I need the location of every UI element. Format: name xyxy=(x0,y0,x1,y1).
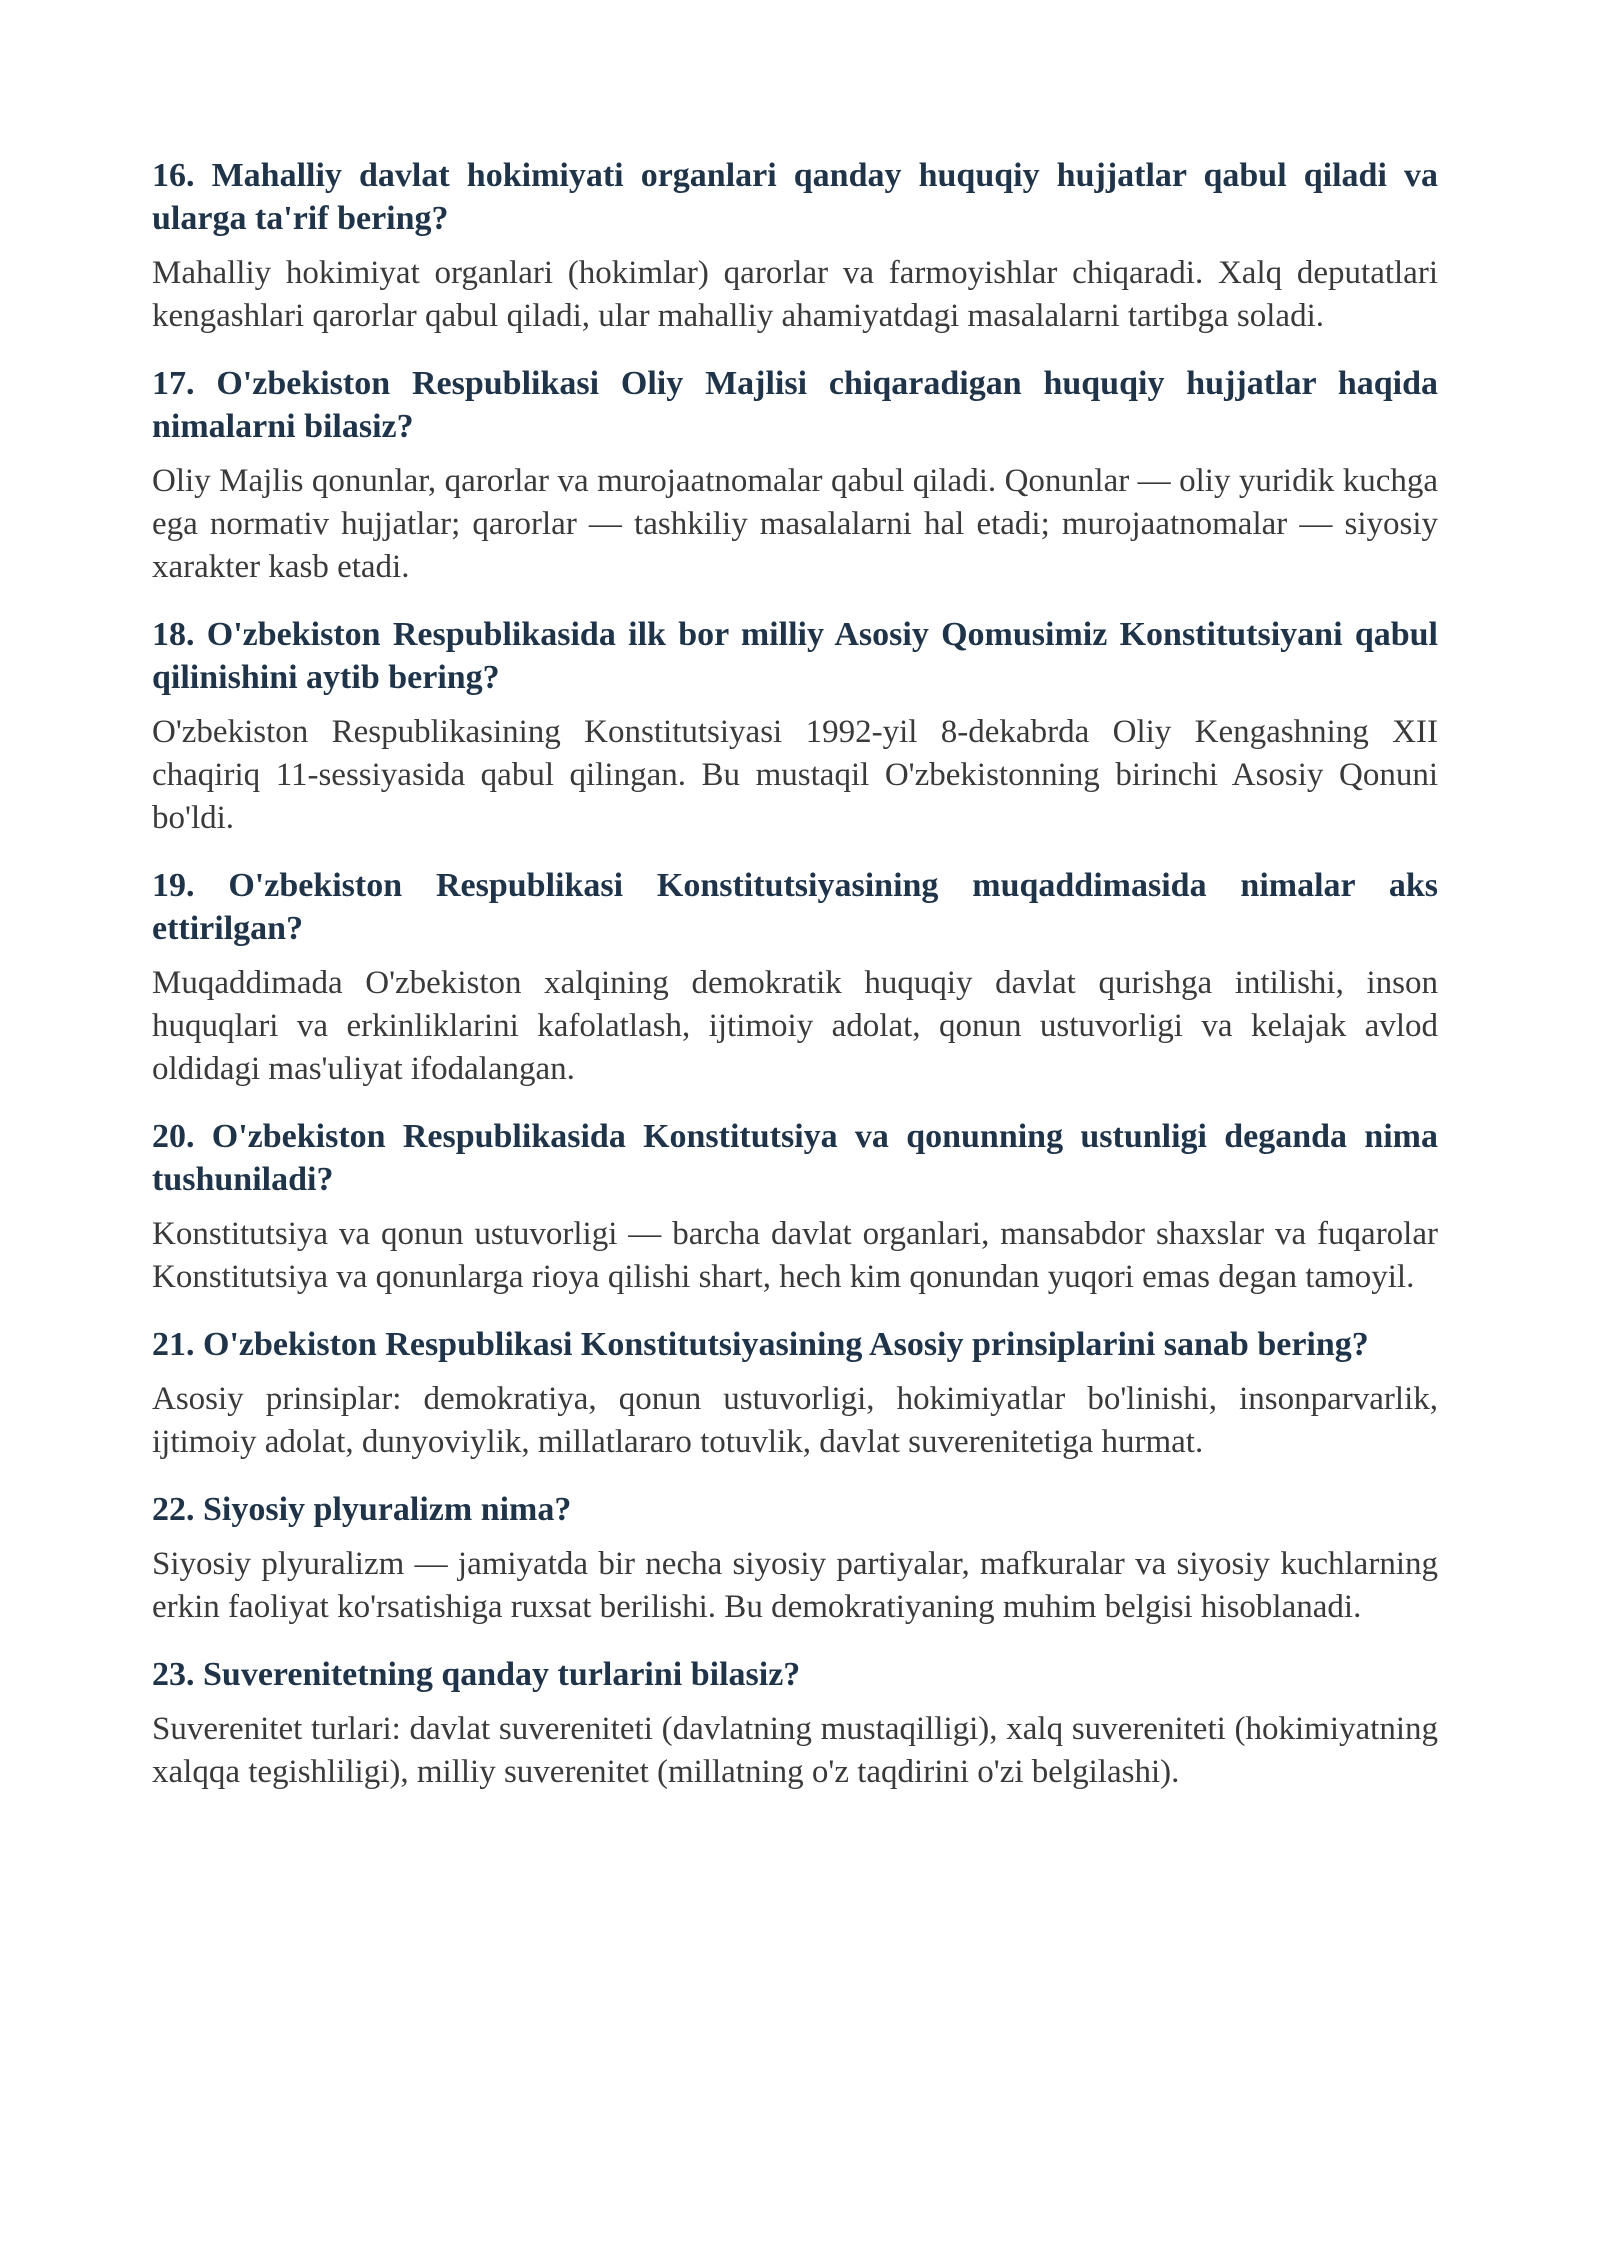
qa-item-23 xyxy=(152,1653,1438,1794)
qa-item-21 xyxy=(152,1323,1438,1464)
answer-paragraph: O'zbekiston Respublikasining Konstitutsiyasi 1992-yil 8-dekabrda Oliy Kengashning XII chaqiriq 11-sessiyasida qabul qilingan. Bu mustaqil O'zbekistonning birinchi Asosiy Qonuni bo'ldi. xyxy=(152,714,1438,836)
question-heading: 23. Suverenitetning qanday turlarini bilasiz? xyxy=(152,1656,801,1693)
question-heading: 16. Mahalliy davlat hokimiyati organlari qanday huquqiy hujjatlar qabul qiladi va ularga ta'rif bering? xyxy=(152,157,1438,237)
document-page xyxy=(152,154,1438,1818)
question-heading: 18. O'zbekiston Respublikasida ilk bor milliy Asosiy Qomusimiz Konstitutsiyani qabul qilinishini aytib bering? xyxy=(152,616,1438,696)
answer-paragraph: Muqaddimada O'zbekiston xalqining demokratik huquqiy davlat qurishga intilishi, inson huquqlari va erkinliklarini kafolatlash, ijtimoiy adolat, qonun ustuvorligi va kelajak avlod oldidagi mas'uliyat ifodalangan. xyxy=(152,965,1438,1087)
qa-item-22 xyxy=(152,1488,1438,1629)
answer-paragraph: Mahalliy hokimiyat organlari (hokimlar) qarorlar va farmoyishlar chiqaradi. Xalq deputatlari kengashlari qarorlar qabul qiladi, ular mahalliy ahamiyatdagi masalalarni tartibga soladi. xyxy=(152,255,1438,334)
question-heading: 21. O'zbekiston Respublikasi Konstitutsiyasining Asosiy prinsiplarini sanab bering? xyxy=(152,1326,1369,1363)
answer-paragraph: Suverenitet turlari: davlat suvereniteti (davlatning mustaqilligi), xalq suvereniteti (hokimiyatning xalqqa tegishliligi), milliy suverenitet (millatning o'z taqdirini o'zi belgilashi). xyxy=(152,1711,1438,1790)
qa-item-20 xyxy=(152,1115,1438,1299)
answer-paragraph: Siyosiy plyuralizm — jamiyatda bir necha siyosiy partiyalar, mafkuralar va siyosiy kuchlarning erkin faoliyat ko'rsatishiga ruxsat berilishi. Bu demokratiyaning muhim belgisi hisoblanadi. xyxy=(152,1546,1438,1625)
answer-paragraph: Konstitutsiya va qonun ustuvorligi — barcha davlat organlari, mansabdor shaxslar va fuqarolar Konstitutsiya va qonunlarga rioya qilishi shart, hech kim qonundan yuqori emas degan tamoyil. xyxy=(152,1216,1438,1295)
qa-item-17 xyxy=(152,362,1438,589)
qa-item-19 xyxy=(152,864,1438,1091)
question-heading: 19. O'zbekiston Respublikasi Konstitutsiyasining muqaddimasida nimalar aks ettirilgan? xyxy=(152,867,1438,947)
answer-paragraph: Oliy Majlis qonunlar, qarorlar va murojaatnomalar qabul qiladi. Qonunlar — oliy yuridik kuchga ega normativ hujjatlar; qarorlar — tashkiliy masalalarni hal etadi; murojaatnomalar — siyosiy xarakter kasb etadi. xyxy=(152,463,1438,585)
qa-item-16 xyxy=(152,154,1438,338)
question-heading: 17. O'zbekiston Respublikasi Oliy Majlisi chiqaradigan huquqiy hujjatlar haqida nimalarni bilasiz? xyxy=(152,365,1438,445)
question-heading: 22. Siyosiy plyuralizm nima? xyxy=(152,1491,572,1528)
question-heading: 20. O'zbekiston Respublikasida Konstitutsiya va qonunning ustunligi deganda nima tushuniladi? xyxy=(152,1118,1438,1198)
qa-item-18 xyxy=(152,613,1438,840)
answer-paragraph: Asosiy prinsiplar: demokratiya, qonun ustuvorligi, hokimiyatlar bo'linishi, insonparvarlik, ijtimoiy adolat, dunyoviylik, millatlararo totuvlik, davlat suverenitetiga hurmat. xyxy=(152,1381,1438,1460)
